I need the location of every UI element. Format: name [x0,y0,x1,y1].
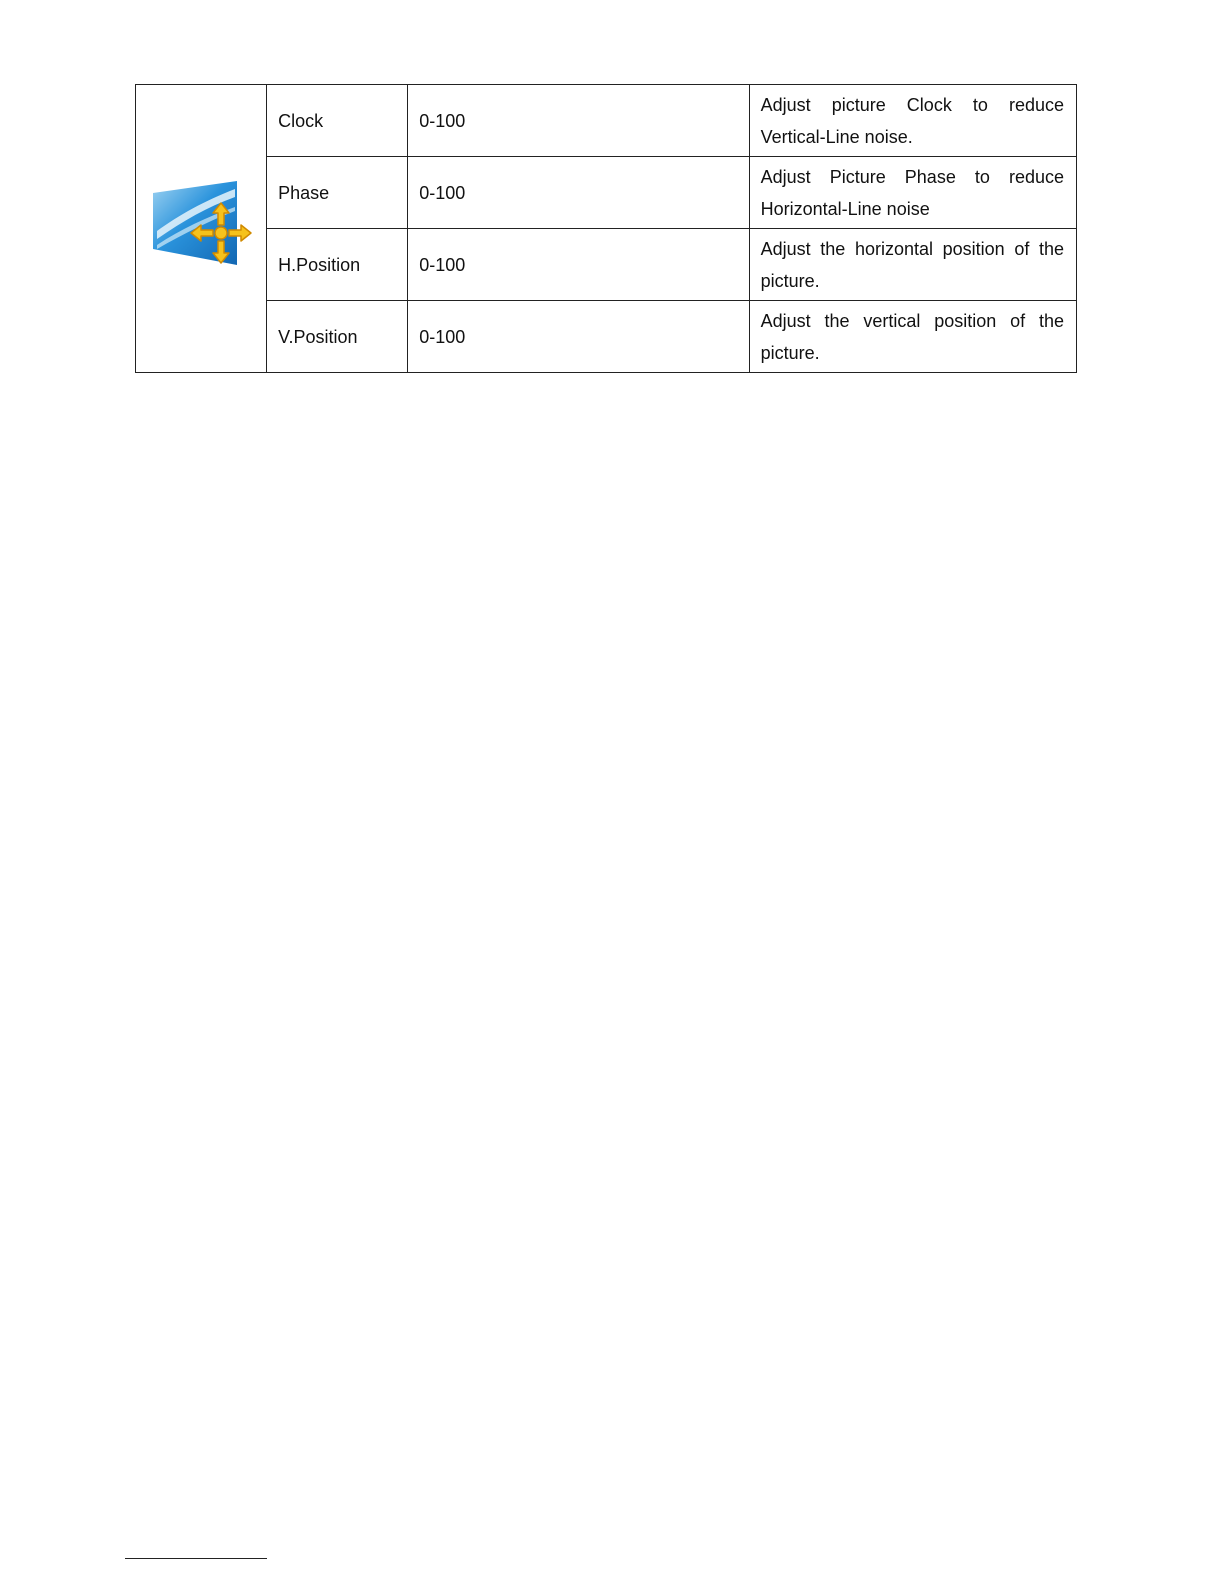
description-text: Adjust picture Clock to reduce Vertical-Line noise. [760,94,1064,147]
setting-description [749,229,1076,301]
table-row [136,157,1077,229]
setting-range: 0-100 [408,157,749,229]
icon-cell [136,85,267,373]
table-row [136,229,1077,301]
footnote-separator [125,1558,267,1559]
setting-name: V.Position [267,301,408,373]
description-text: Adjust the vertical position of the picture. [760,310,1064,363]
table-row [136,85,1077,157]
setting-range: 0-100 [408,85,749,157]
description-text: Adjust Picture Phase to reduce Horizontal-Line noise [760,166,1064,219]
geometry-settings-table [135,84,1077,373]
setting-range: 0-100 [408,229,749,301]
geometry-position-icon [149,179,253,279]
setting-name: H.Position [267,229,408,301]
setting-description [749,301,1076,373]
setting-name: Phase [267,157,408,229]
setting-name: Clock [267,85,408,157]
table-row [136,301,1077,373]
setting-range: 0-100 [408,301,749,373]
description-text: Adjust the horizontal position of the picture. [760,238,1064,291]
setting-description [749,157,1076,229]
setting-description [749,85,1076,157]
